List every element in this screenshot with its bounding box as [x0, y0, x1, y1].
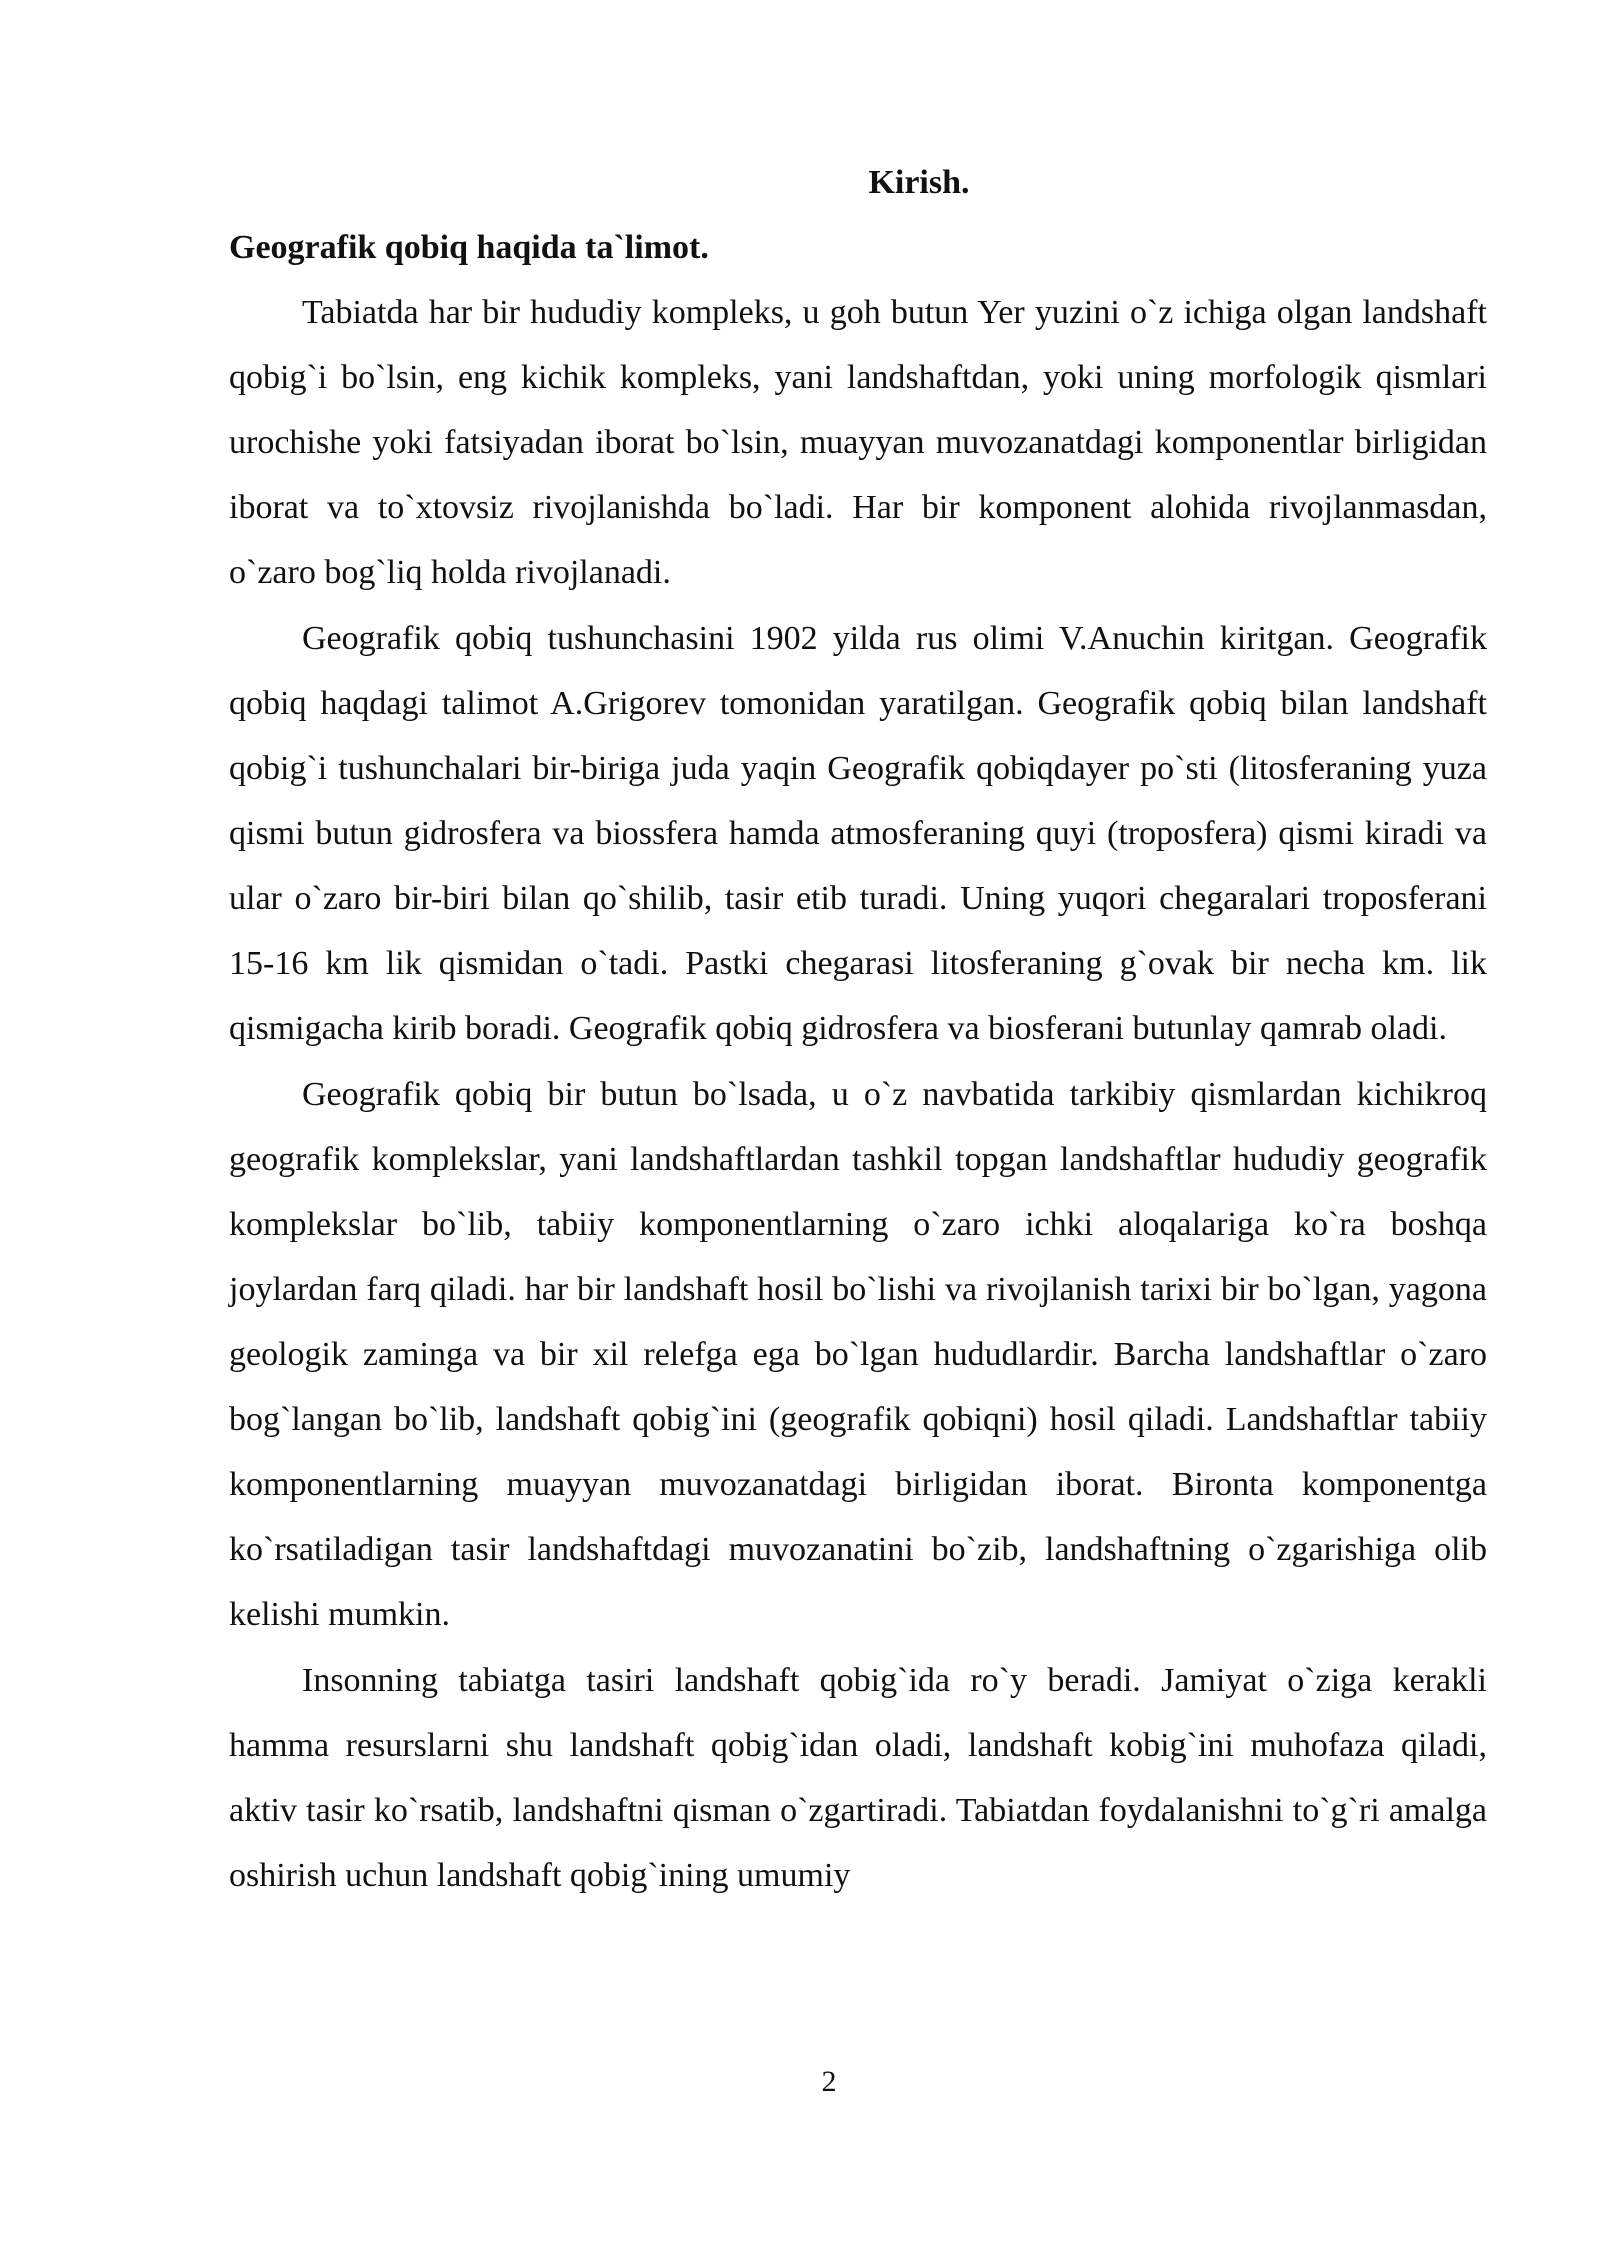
paragraph-4: Insonning tabiatga tasiri landshaft qobig`ida ro`y beradi. Jamiyat o`ziga kerakli hamma resurslarni shu landshaft qobig`idan oladi, landshaft kobig`ini muhofaza qiladi, aktiv tasir ko`rsatib, landshaftni qisman o`zgartiradi. Tabiatdan foydalanishni to`g`ri amalga oshirish uchun landshaft qobig`ining umumiy: [229, 1662, 1487, 1894]
document-title: Kirish.: [868, 164, 970, 201]
document-page: [229, 150, 1487, 1909]
section-title: Geografik qobiq haqida ta`limot.: [229, 229, 709, 266]
paragraph-1: Tabiatda har bir hududiy kompleks, u goh butun Yer yuzini o`z ichiga olgan landshaft qobig`i bo`lsin, eng kichik kompleks, yani landshaftdan, yoki uning morfologik qismlari urochishe yoki fatsiyadan iborat bo`lsin, muayyan muvozanatdagi komponentlar birligidan iborat va to`xtovsiz rivojlanishda bo`ladi. Har bir komponent alohida rivojlanmasdan, o`zaro bog`liq holda rivojlanadi.: [229, 294, 1487, 591]
page-number: 2: [821, 2065, 837, 2098]
paragraph-3: Geografik qobiq bir butun bo`lsada, u o`z navbatida tarkibiy qismlardan kichikroq geografik komplekslar, yani landshaftlardan tashkil topgan landshaftlar hududiy geografik komplekslar bo`lib, tabiiy komponentlarning o`zaro ichki aloqalariga ko`ra boshqa joylardan farq qiladi. har bir landshaft hosil bo`lishi va rivojlanish tarixi bir bo`lgan, yagona geologik zaminga va bir xil relefga ega bo`lgan hududlardir. Barcha landshaftlar o`zaro bog`langan bo`lib, landshaft qobig`ini (geografik qobiqni) hosil qiladi. Landshaftlar tabiiy komponentlarning muayyan muvozanatdagi birligidan iborat. Bironta komponentga ko`rsatiladigan tasir landshaftdagi muvozanatini bo`zib, landshaftning o`zgarishiga olib kelishi mumkin.: [229, 1076, 1487, 1633]
paragraph-2: Geografik qobiq tushunchasini 1902 yilda rus olimi V.Anuchin kiritgan. Geografik qobiq haqdagi talimot A.Grigorev tomonidan yaratilgan. Geografik qobiq bilan landshaft qobig`i tushunchalari bir-biriga juda yaqin Geografik qobiqdayer po`sti (litosferaning yuza qismi butun gidrosfera va biossfera hamda atmosferaning quyi (troposfera) qismi kiradi va ular o`zaro bir-biri bilan qo`shilib, tasir etib turadi. Uning yuqori chegaralari troposferani 15-16 km lik qismidan o`tadi. Pastki chegarasi litosferaning g`ovak bir necha km. lik qismigacha kirib boradi. Geografik qobiq gidrosfera va biosferani butunlay qamrab oladi.: [229, 620, 1487, 1047]
